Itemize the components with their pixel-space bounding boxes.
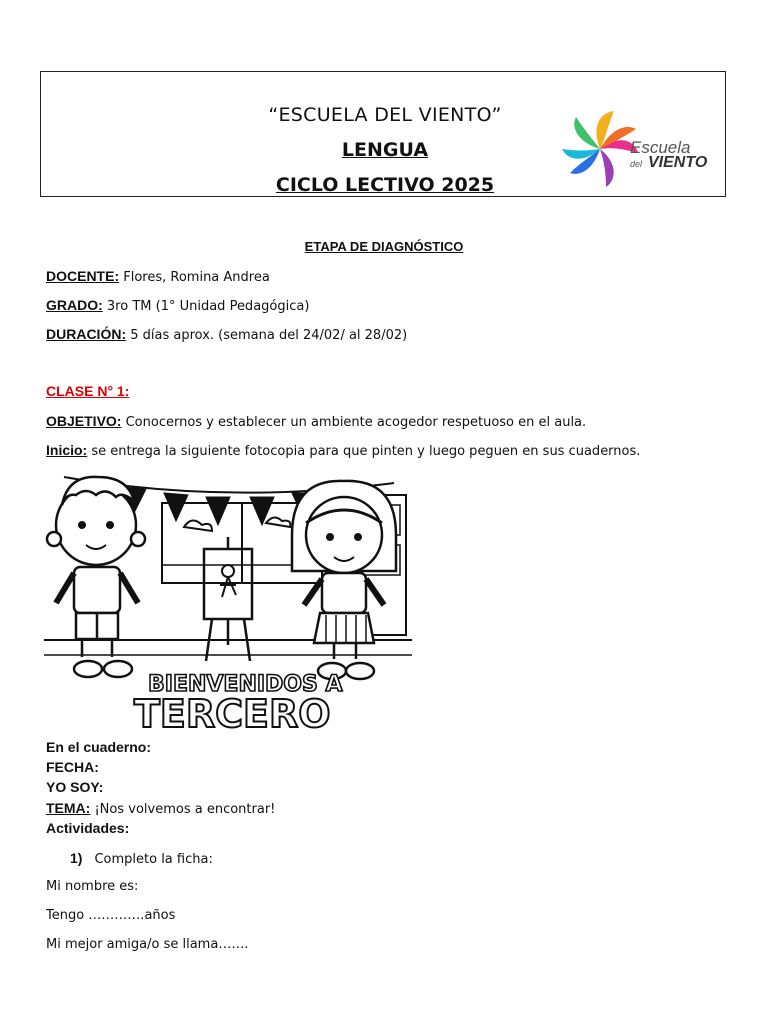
grado-value: 3ro TM (1° Unidad Pedagógica) [102, 299, 310, 314]
docente-value: Flores, Romina Andrea [119, 270, 270, 285]
fecha-label: FECHA: [46, 759, 99, 775]
ficha-line-3: Mi mejor amiga/o se llama……. [46, 937, 249, 952]
inicio-line [46, 442, 640, 459]
grado-line [46, 297, 309, 314]
inicio-value: se entrega la siguiente fotocopia para que pinten y luego peguen en sus cuadernos. [87, 444, 641, 459]
objetivo-line [46, 413, 586, 430]
welcome-line-1: BIENVENIDOS A [148, 672, 343, 697]
duracion-value: 5 días aprox. (semana del 24/02/ al 28/02) [126, 328, 408, 343]
welcome-line-2: TERCERO [134, 692, 331, 731]
activity-item [70, 850, 213, 867]
duracion-line [46, 326, 407, 343]
grado-label: GRADO: [46, 297, 103, 313]
cuaderno-intro: En el cuaderno: [46, 739, 152, 755]
actividades-label: Actividades: [46, 820, 130, 836]
clase-title-line [46, 383, 129, 400]
activity-text: Completo la ficha: [94, 852, 213, 867]
school-logo [560, 105, 722, 191]
objetivo-label: OBJETIVO: [46, 413, 122, 429]
inicio-label: Inicio: [46, 442, 88, 458]
tema-label: TEMA: [46, 800, 91, 816]
school-year: CICLO LECTIVO 2025 [275, 174, 495, 196]
clase-title: CLASE N° 1: [46, 383, 130, 399]
docente-line [46, 268, 270, 285]
section-title: ETAPA DE DIAGNÓSTICO [304, 239, 464, 254]
subject-title: LENGUA [341, 139, 429, 161]
ficha-line-1: Mi nombre es: [46, 879, 139, 894]
objetivo-value: Conocernos y establecer un ambiente acogedor respetuoso en el aula. [121, 415, 587, 430]
logo-word-viento: VIENTO [648, 154, 708, 171]
docente-label: DOCENTE: [46, 268, 120, 284]
duracion-label: DURACIÓN: [46, 326, 127, 342]
yosoy-label: YO SOY: [46, 779, 104, 795]
school-name: “ESCUELA DEL VIENTO” [268, 104, 502, 126]
ficha-line-2: Tengo ………….años [46, 908, 176, 923]
welcome-illustration [44, 465, 412, 731]
tema-line [46, 800, 275, 817]
logo-word-escuela: Escuela [630, 138, 691, 157]
logo-word-del: del [630, 159, 643, 169]
tema-value: ¡Nos volvemos a encontrar! [90, 802, 276, 817]
activity-number: 1) [70, 850, 83, 866]
